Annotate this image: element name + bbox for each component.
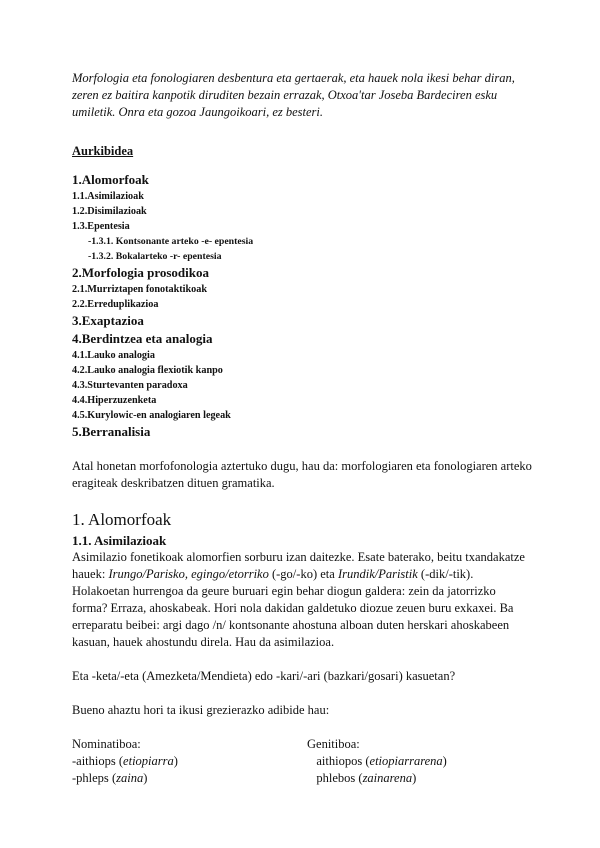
toc-entry-level-2[interactable]: 1.2.Disimilazioak [72, 206, 147, 217]
table-row [72, 770, 532, 787]
body-text: (-go/-ko) eta [268, 567, 338, 581]
example-text: Irundik/Paristik [337, 567, 418, 581]
toc-entry-level-2[interactable]: 1.1.Asimilazioak [72, 191, 144, 202]
form-text: -aithiops [72, 754, 116, 768]
intro-paragraph: Morfologia eta fonologiaren desbentura eta gertaerak, eta hauek nola ikesi behar diran, zeren ez baitira kanpotik diruditen bezain errazak, Otxoa'tar Joseba Bardeciren esku umiletik. Onra eta gozoa Jaungoikoari, ez besteri. [72, 71, 515, 119]
toc-entry-level-3[interactable]: -1.3.2. Bokalarteko -r- epentesia [88, 251, 222, 262]
question-paragraph: Eta -keta/-eta (Amezketa/Mendieta) edo -kari/-ari (bazkari/gosari) kasuetan? [72, 669, 456, 683]
body-text: Asimilazio fonetikoak alomorfien sorburu izan daitezke. Esate baterako, beitu txandakatze hauek: [72, 550, 525, 581]
form-text: aithiopos [316, 754, 363, 768]
document-page [72, 70, 532, 787]
table-of-contents [72, 171, 532, 441]
asimilazio-paragraph [72, 549, 532, 651]
case-table [72, 736, 532, 787]
toc-entry-level-1[interactable]: 2.Morfologia prosodikoa [72, 265, 209, 280]
toc-entry-level-2[interactable]: 4.3.Sturtevanten paradoxa [72, 380, 188, 391]
greek-example-intro: Bueno ahaztu hori ta ikusi grezierazko adibide hau: [72, 703, 330, 717]
toc-entry-level-3[interactable]: -1.3.1. Kontsonante arteko -e- epentesia [88, 236, 254, 247]
genitive-cell: aithiopos (etiopiarrarena) [316, 754, 447, 768]
example-text: Irungo/Parisko, egingo/etorriko [108, 567, 269, 581]
nominative-cell: -phleps (zaina) [72, 771, 148, 785]
nominative-header: Nominatiboa: [72, 737, 141, 751]
toc-entry-level-2[interactable]: 4.1.Lauko analogia [72, 350, 155, 361]
toc-title[interactable]: Aurkibidea [72, 144, 134, 158]
gloss-text: zainarena [362, 771, 413, 785]
genitive-header: Genitiboa: [307, 737, 360, 751]
section-heading: 1. Alomorfoak [72, 510, 172, 529]
gloss-text: etiopiarrarena [369, 754, 443, 768]
genitive-cell: phlebos (zainarena) [316, 771, 417, 785]
toc-entry-level-2[interactable]: 1.3.Epentesia [72, 221, 130, 232]
toc-entry-level-2[interactable]: 2.1.Murriztapen fonotaktikoak [72, 284, 207, 295]
intro-section-paragraph: Atal honetan morfofonologia aztertuko dugu, hau da: morfologiaren eta fonologiaren arteko eragiteak deskribatzen dituen gramatika. [72, 459, 532, 490]
toc-entry-level-2[interactable]: 4.4.Hiperzuzenketa [72, 395, 157, 406]
form-text: phlebos [316, 771, 356, 785]
gloss-text: etiopiarra [123, 754, 174, 768]
toc-entry-level-2[interactable]: 4.2.Lauko analogia flexiotik kanpo [72, 365, 223, 376]
body-text: (-dik/-tik). Holakoetan hurrengoa da geure buruari egin behar diogun galdera: zein da jatorrizko forma? Erraza, ahoskabeak. Hori nola dakidan galdetuko diozue zeuen buru exkaxei. Ba erreparatu beibei: argi dago /n/ kontsonante ahostuna alboan duten herskari ahoskabeen kasuan, hauek ahostundu direla. Hau da asimilazioa. [72, 567, 514, 649]
toc-entry-level-1[interactable]: 4.Berdintzea eta analogia [72, 331, 213, 346]
toc-entry-level-2[interactable]: 4.5.Kurylowic-en analogiaren legeak [72, 410, 231, 421]
toc-entry-level-1[interactable]: 1.Alomorfoak [72, 172, 149, 187]
toc-entry-level-1[interactable]: 3.Exaptazioa [72, 313, 144, 328]
toc-entry-level-1[interactable]: 5.Berranalisia [72, 424, 151, 439]
toc-entry-level-2[interactable]: 2.2.Erreduplikazioa [72, 299, 159, 310]
gloss-text: zaina [116, 771, 144, 785]
subsection-heading: 1.1. Asimilazioak [72, 533, 167, 548]
form-text: -phleps [72, 771, 109, 785]
nominative-cell: -aithiops (etiopiarra) [72, 754, 178, 768]
table-row [72, 753, 532, 770]
case-table-header [72, 736, 532, 753]
